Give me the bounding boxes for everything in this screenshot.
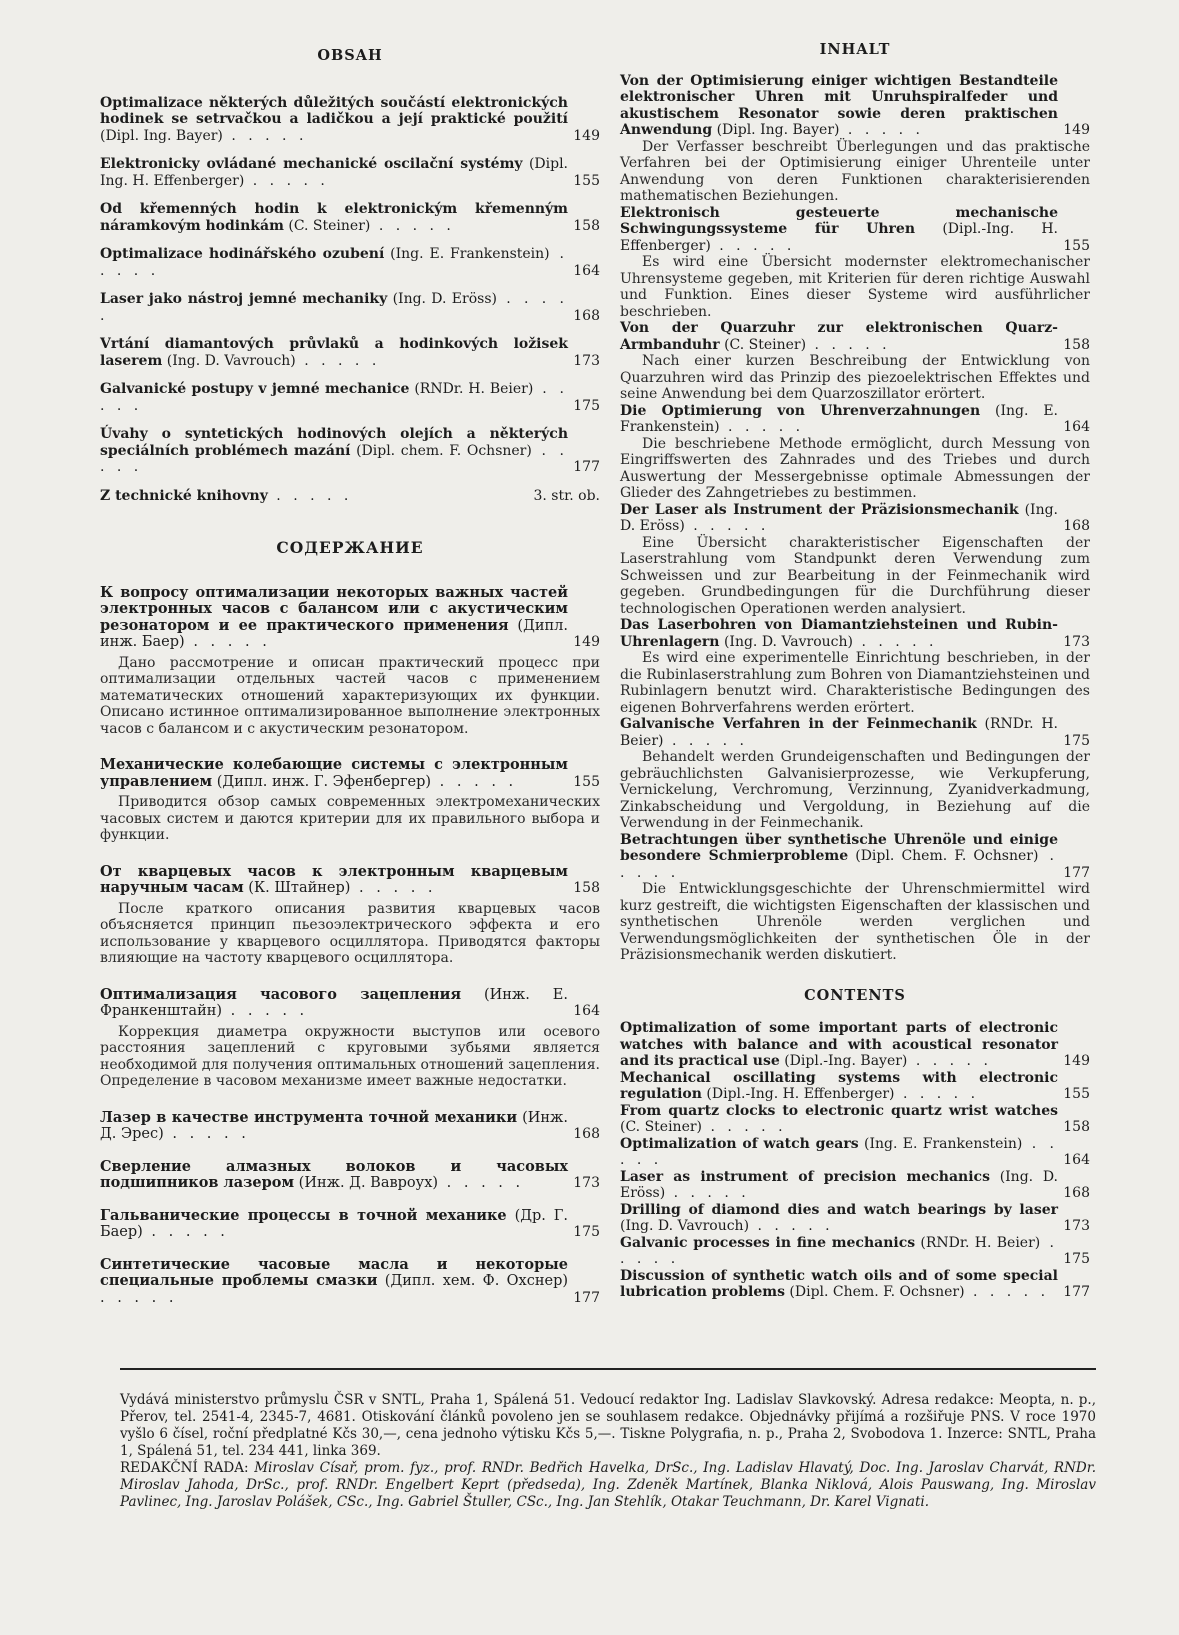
toc-entry-page: 177 — [573, 1289, 600, 1306]
toc-entry-title: Laser as instrument of precision mechanics — [620, 1168, 990, 1185]
toc-entry-line — [620, 502, 1090, 535]
leader-dots: . . . . . — [100, 1289, 178, 1306]
toc-entry-page: 175 — [1063, 1251, 1090, 1267]
toc-entry-author: (Инж. Е. Франкенштайн) — [100, 986, 568, 1019]
leader-dots: . . . . . — [964, 1284, 1050, 1300]
toc-entry-line — [100, 336, 600, 369]
toc-entry — [620, 1235, 1090, 1268]
left-column — [100, 48, 600, 1322]
toc-entry-author: (Ing. D. Eröss) — [392, 291, 497, 307]
toc-entry-author: (RNDr. H. Beier) — [920, 1234, 1041, 1251]
toc-entry-author: (К. Штайнер) — [248, 880, 351, 896]
toc-entry-line — [620, 832, 1090, 882]
toc-entry-line — [100, 585, 600, 651]
toc-entry-line — [100, 864, 600, 897]
toc-entry-title: Синтетические часовые масла и некоторые специальные проблемы смазки — [100, 1255, 568, 1289]
toc-entry — [100, 585, 600, 738]
toc-entry-title: Vrtání diamantových průvlaků a hodinkových ložisek laserem — [100, 336, 568, 369]
toc-entry-page: 173 — [573, 352, 600, 369]
toc-entry-abstract: Es wird eine Übersicht modernster elektromechanischer Uhrensysteme gegeben, mit Kriterien für deren richtige Auswahl und Funktion. Eines dieser Systeme wird ausführlicher beschrieben. — [620, 254, 1090, 320]
toc-entry-title: Z technické knihovny — [100, 487, 268, 504]
toc-entry-line — [620, 205, 1090, 255]
czech-heading: OBSAH — [317, 47, 383, 64]
toc-entry — [100, 1257, 600, 1307]
toc-entry-author: (Дипл. хем. Ф. Охснер) — [384, 1273, 569, 1289]
toc-entry-author: (Ing. D. Eröss) — [620, 1168, 1059, 1201]
leader-dots: . . . . . — [431, 773, 518, 790]
leader-dots: . . . . . — [710, 237, 796, 254]
toc-entry-title: Лазер в качестве инструмента точной механики — [100, 1108, 518, 1126]
toc-entry-line — [620, 617, 1090, 650]
toc-entry-title: Von der Quarzuhr zur elektronischen Quarz-Armbanduhr — [620, 320, 1058, 353]
toc-entry-author: (Dipl.-Ing. H. Effenberger) — [706, 1086, 895, 1102]
toc-entry-title: Úvahy o syntetických hodinových olejích a některých speciálních problémech mazání — [100, 426, 568, 459]
leader-dots: . . . . . — [163, 1126, 250, 1142]
toc-entry — [620, 832, 1090, 964]
toc-entry-line — [620, 716, 1090, 749]
toc-entry-line — [100, 757, 600, 790]
toc-entry-page: 173 — [1063, 633, 1090, 650]
editorial-board: Miroslav Císař, prom. fyz., prof. RNDr. Bedřich Havelka, DrSc., Ing. Ladislav Hlavatý, Doc. Ing. Jaroslav Charvát, RNDr. Miroslav Jahoda, DrSc., prof. RNDr. Engelbert Keprt (předseda), Ing. Zdeněk Martínek, Blanka Niklová, Alois Pauswang, Ing. Miroslav Pavlinec, Ing. Jaroslav Polášek, CSc., Ing. Gabriel Štuller, CSc., Ing. Jan Stehlík, Otakar Teuchmann, Dr. Karel Vignati. — [120, 1460, 1096, 1510]
toc-entry-title: Гальванические процессы в точной механике — [100, 1206, 507, 1224]
toc-entry — [620, 320, 1090, 403]
toc-entry-page: 164 — [1063, 419, 1090, 435]
toc-entry — [100, 156, 600, 189]
toc-entry-page: 173 — [573, 1175, 600, 1191]
toc-entry-title: Механические колебающие системы с электронным управлением — [100, 756, 568, 790]
toc-entry-abstract: Eine Übersicht charakteristischer Eigenschaften der Laserstrahlung vom Standpunkt deren Verwendung zum Schweissen und zur Bearbeitung in der Feinmechanik wird gegeben. Grundbedingungen für die Durchführung dieser technologischen Operationen werden analysiert. — [620, 534, 1090, 617]
toc-entry-abstract: Es wird eine experimentelle Einrichtung beschrieben, in der die Rubinlaserstrahlung zum Bohren von Diamantziehsteinen und Rubinlagern benutzt wird. Charakteristische Bedingungen des eigenen Bohrverfahrens werden erörtert. — [620, 650, 1090, 716]
toc-entry-author: (Dipl. Ing. H. Effenberger) — [100, 156, 569, 189]
toc-entry-line — [100, 201, 600, 234]
right-column — [620, 42, 1090, 1301]
toc-entry-line — [620, 1202, 1090, 1235]
leader-dots: . . . . . — [702, 1119, 787, 1135]
imprint — [120, 1392, 1096, 1511]
toc-entry-author: (Dipl.-Ing. Bayer) — [784, 1053, 908, 1069]
toc-entry-page: 164 — [573, 1003, 600, 1019]
toc-entry-line — [100, 987, 600, 1020]
toc-entry — [100, 95, 600, 145]
english-heading: CONTENTS — [804, 986, 906, 1004]
toc-entry-author: (RNDr. H. Beier) — [414, 381, 534, 397]
toc-entry-title: Drilling of diamond dies and watch bearings by laser — [620, 1201, 1058, 1218]
toc-entry-author: (Dipl. chem. F. Ochsner) — [356, 442, 532, 459]
leader-dots: . . . . . — [907, 1053, 992, 1069]
russian-heading: СОДЕРЖАНИЕ — [276, 538, 424, 557]
toc-entry — [620, 73, 1090, 205]
toc-entry — [100, 201, 600, 234]
toc-entry-line — [100, 246, 600, 279]
toc-entry-line — [620, 1169, 1090, 1202]
toc-entry-line — [100, 156, 600, 189]
german-toc — [620, 73, 1090, 964]
toc-entry-abstract: Коррекция диаметра окружности выступов или осевого расстояния зацеплений с круговыми зубьями является необходимой для получения оптимальных отношений зацепления. Определение в часовом механизме имеет важные недостатки. — [100, 1023, 600, 1089]
leader-dots: . . . . . — [620, 848, 1059, 881]
toc-entry-author: (Ing. D. Eröss) — [620, 501, 1058, 534]
toc-entry — [100, 426, 600, 476]
leader-dots: . . . . . — [244, 172, 329, 189]
toc-entry-author: (Dipl.-Ing. H. Effenberger) — [620, 221, 1058, 254]
toc-entry-title: Das Laserbohren von Diamantziehsteinen und Rubin-Uhrenlagern — [620, 617, 1058, 650]
toc-entry-title: Mechanical oscillating systems with electronic regulation — [620, 1069, 1058, 1102]
toc-entry — [620, 1202, 1090, 1235]
toc-entry-page: 164 — [1063, 1152, 1090, 1168]
leader-dots: . . . . . — [665, 1185, 750, 1201]
imprint-publisher: Vydává ministerstvo průmyslu ČSR v SNTL, Praha 1, Spálená 51. Vedoucí redaktor Ing. Ladislav Slavkovský. Adresa redakce: Meopta, n. p., Přerov, tel. 2541-4, 2345-7, 4681. Otiskování článků povoleno jen se souhlasem redakce. Objednávky přijímá a rozšiřuje PNS. V roce 1970 vyšlo 6 čísel, roční předplatné Kčs 30,—, cena jednoho výtisku Kčs 5,—. Tiskne Polygrafia, n. p., Praha 2, Svobodova 1. Inzerce: SNTL, Praha 1, Spálená 51, tel. 234 441, linka 369. — [120, 1392, 1096, 1459]
toc-entry-title: Сверление алмазных волоков и часовых подшипников лазером — [100, 1157, 568, 1191]
toc-entry-page: 177 — [1063, 864, 1090, 881]
toc-entry-line — [620, 403, 1090, 436]
toc-entry-title: Optimalizace hodinářského ozubení — [100, 246, 385, 262]
leader-dots: . . . . . — [853, 633, 938, 650]
leader-dots: . . . . . — [222, 1003, 309, 1019]
toc-entry-title: Od křemenných hodin k elektronickým křemenným náramkovým hodinkám — [100, 201, 568, 234]
toc-entry-line — [620, 1070, 1090, 1103]
toc-entry-line — [100, 488, 600, 505]
toc-entry — [100, 1159, 600, 1192]
toc-entry-title: Von der Optimisierung einiger wichtigen Bestandteile elektronischer Uhren mit Unruhspiralfeder und akustischem Resonator sowie deren praktischen Anwendung — [620, 72, 1058, 138]
leader-dots: . . . . . — [719, 419, 805, 435]
toc-entry-page: 149 — [1063, 1053, 1090, 1069]
toc-entry-page: 173 — [1063, 1218, 1090, 1234]
toc-entry — [620, 403, 1090, 502]
toc-entry — [100, 381, 600, 414]
editorial-board-label: REDAKČNÍ RADA: — [120, 1460, 249, 1476]
toc-entry — [620, 1268, 1090, 1301]
toc-entry-author: (Дипл. инж. Баер) — [100, 617, 569, 650]
toc-entry-author: (Dipl. Ing. Bayer) — [716, 122, 840, 138]
toc-entry-title: From quartz clocks to electronic quartz wrist watches — [620, 1102, 1058, 1119]
leader-dots: . . . . . — [100, 442, 568, 475]
toc-entry-page: 158 — [573, 217, 600, 234]
toc-entry-abstract: Приводится обзор самых современных электромеханических часовых систем и даются критерии для их правильного выбора и функции. — [100, 794, 600, 843]
toc-entry — [100, 1208, 600, 1241]
toc-entry-page: 168 — [1063, 1185, 1090, 1201]
toc-entry-title: От кварцевых часов к электронным кварцевым наручным часам — [100, 862, 568, 896]
toc-entry — [620, 716, 1090, 832]
toc-entry-title: Galvanické postupy v jemné mechanice — [100, 381, 410, 397]
toc-entry-page: 168 — [1063, 518, 1090, 534]
toc-entry-author: (C. Steiner) — [724, 336, 807, 353]
toc-entry-page: 164 — [573, 262, 600, 279]
toc-entry-page: 149 — [1063, 122, 1090, 138]
toc-entry-line — [620, 1268, 1090, 1301]
leader-dots: . . . . . — [806, 336, 891, 353]
toc-entry — [100, 336, 600, 369]
divider-rule — [120, 1368, 1096, 1370]
toc-entry — [620, 1070, 1090, 1103]
toc-entry — [100, 987, 600, 1090]
toc-entry-abstract: Nach einer kurzen Beschreibung der Entwicklung von Quarzuhren wird das Prinzip des piezoelektrischen Effektes und seine Anwendung bei dem Quarzoszillator erörtert. — [620, 353, 1090, 402]
russian-toc — [100, 585, 600, 1307]
toc-entry-page: 168 — [573, 1126, 600, 1142]
toc-entry-line — [620, 73, 1090, 139]
toc-entry-line — [100, 95, 600, 145]
toc-entry-page: 158 — [573, 880, 600, 896]
toc-entry-abstract: Der Verfasser beschreibt Überlegungen und das praktische Verfahren bei der Optimisierung einiger Uhrenteile unter Anwendung von deren Funktionen charakterisierenden mathematischen Beziehungen. — [620, 138, 1090, 204]
toc-entry-page: 177 — [1063, 1284, 1090, 1300]
leader-dots: . . . . . — [222, 127, 308, 144]
toc-entry-abstract: Дано рассмотрение и описан практический процесс при оптимализации отдельных частей часов с применением математических отношений характеризующих их функции. Описано истинное оптимализированное выполнение электронных часов с балансом и с акустическим резонатором. — [100, 654, 600, 737]
leader-dots: . . . . . — [100, 381, 568, 414]
toc-entry — [620, 1020, 1090, 1070]
toc-entry-page: 155 — [1063, 1086, 1090, 1102]
leader-dots: . . . . . — [438, 1175, 525, 1191]
toc-entry-author: (Dipl. Chem. F. Ochsner) — [855, 848, 1039, 864]
czech-toc — [100, 95, 600, 505]
toc-entry-page: 149 — [573, 634, 600, 650]
toc-entry-author: (Дипл. инж. Г. Эфенбергер) — [216, 773, 432, 790]
toc-entry-title: Discussion of synthetic watch oils and of some special lubrication problems — [620, 1267, 1058, 1300]
leader-dots: . . . . . — [663, 732, 749, 749]
leader-dots: . . . . . — [100, 291, 569, 324]
toc-entry-title: Elektronisch gesteuerte mechanische Schwingungssysteme für Uhren — [620, 204, 1058, 237]
toc-entry-author: (Ing. E. Frankenstein) — [620, 402, 1059, 435]
toc-entry — [620, 502, 1090, 618]
toc-entry-page: 3. str. ob. — [533, 487, 600, 504]
english-toc — [620, 1020, 1090, 1301]
toc-entry-author: (Ing. D. Vavrouch) — [166, 352, 296, 369]
leader-dots: . . . . . — [684, 518, 770, 534]
toc-entry-author: (Др. Г. Баер) — [100, 1207, 569, 1240]
toc-entry-line — [100, 1159, 600, 1192]
toc-entry-line — [100, 1110, 600, 1143]
toc-entry — [100, 757, 600, 844]
toc-entry-title: Optimalization of watch gears — [620, 1135, 859, 1152]
toc-entry-line — [100, 1257, 600, 1307]
leader-dots: . . . . . — [620, 1234, 1058, 1267]
toc-entry — [100, 291, 600, 324]
toc-entry — [620, 1136, 1090, 1169]
leader-dots: . . . . . — [350, 880, 437, 896]
leader-dots: . . . . . — [749, 1218, 834, 1234]
toc-entry-title: Die Optimierung von Uhrenverzahnungen — [620, 402, 981, 419]
toc-entry — [620, 1103, 1090, 1136]
toc-entry-author: (Инж. Д. Вавроух) — [298, 1175, 439, 1191]
leader-dots: . . . . . — [267, 487, 353, 504]
toc-entry — [100, 246, 600, 279]
toc-entry-line — [620, 1103, 1090, 1136]
toc-entry — [620, 1169, 1090, 1202]
toc-entry-author: (Dipl. Ing. Bayer) — [100, 127, 223, 144]
leader-dots: . . . . . — [100, 246, 568, 279]
toc-entry-page: 175 — [573, 397, 600, 414]
toc-entry-title: Оптимализация часового зацепления — [100, 985, 462, 1003]
toc-entry-title: Elektronicky ovládané mechanické oscilační systémy — [100, 156, 523, 172]
toc-entry — [100, 488, 600, 505]
toc-entry-author: (C. Steiner) — [620, 1119, 703, 1135]
toc-entry-author: (RNDr. H. Beier) — [620, 716, 1058, 749]
leader-dots: . . . . . — [370, 217, 455, 234]
leader-dots: . . . . . — [894, 1086, 980, 1102]
toc-entry-title: Galvanic processes in fine mechanics — [620, 1234, 916, 1251]
toc-entry — [620, 617, 1090, 716]
leader-dots: . . . . . — [184, 634, 271, 650]
toc-entry-title: Betrachtungen über synthetische Uhrenöle und einige besondere Schmierprobleme — [620, 831, 1058, 864]
toc-entry — [100, 864, 600, 967]
toc-entry-author: (Ing. E. Frankenstein) — [863, 1135, 1023, 1152]
toc-entry-line — [100, 291, 600, 324]
toc-entry-line — [620, 320, 1090, 353]
toc-entry-page: 175 — [1063, 732, 1090, 749]
toc-entry-author: (C. Steiner) — [288, 217, 371, 234]
toc-entry-page: 158 — [1063, 336, 1090, 353]
toc-entry — [100, 1110, 600, 1143]
toc-entry-page: 168 — [573, 307, 600, 324]
toc-entry-page: 177 — [573, 459, 600, 475]
toc-entry-title: Laser jako nástroj jemné mechaniky — [100, 291, 388, 307]
toc-entry-line — [620, 1136, 1090, 1169]
toc-entry-abstract: Behandelt werden Grundeigenschaften und Bedingungen der gebräuchlichsten Galvanisierprozesse, wie Verkupferung, Vernickelung, Verchromung, Verzinnung, Zyanidverkadmung, Zinkabscheidung und Vergoldung, in Beziehung auf die Verwendung in der Feinmechanik. — [620, 749, 1090, 831]
toc-entry-page: 175 — [573, 1224, 600, 1240]
toc-entry-author: (Dipl. Chem. F. Ochsner) — [789, 1284, 965, 1300]
leader-dots: . . . . . — [295, 352, 381, 369]
toc-entry-title: Optimalizace některých důležitých součástí elektronických hodinek se setrvačkou a ladičkou a její praktické použití — [100, 94, 568, 127]
toc-entry-title: Der Laser als Instrument der Präzisionsmechanik — [620, 501, 1019, 518]
toc-entry-page: 155 — [573, 172, 600, 189]
toc-entry-line — [620, 1020, 1090, 1070]
toc-entry-page: 155 — [573, 773, 600, 790]
toc-entry-author: (Ing. D. Vavrouch) — [620, 1218, 750, 1234]
toc-entry-title: Galvanische Verfahren in der Feinmechanik — [620, 716, 977, 732]
leader-dots: . . . . . — [620, 1135, 1058, 1168]
toc-entry-author: (Ing. D. Vavrouch) — [723, 633, 853, 650]
german-heading: INHALT — [819, 41, 891, 58]
toc-entry-author: (Инж. Д. Эрес) — [100, 1109, 568, 1142]
toc-entry — [620, 205, 1090, 321]
toc-entry-page: 158 — [1063, 1119, 1090, 1135]
toc-entry-line — [100, 1208, 600, 1241]
leader-dots: . . . . . — [142, 1224, 229, 1240]
toc-entry-author: (Ing. E. Frankenstein) — [390, 246, 550, 262]
toc-entry-abstract: Die Entwicklungsgeschichte der Uhrenschmiermittel wird kurz gestreift, die wichtigsten Eigenschaften der klassischen und synthetischen Uhrenöle werden verglichen und Verwendungsmöglichkeiten der synthetischen Öle in der Präzisionsmechanik werden diskutiert. — [620, 881, 1090, 963]
leader-dots: . . . . . — [839, 122, 924, 138]
toc-entry-title: К вопросу оптимализации некоторых важных частей электронных часов с балансом или с акустическим резонатором и ее практического применения — [100, 583, 568, 634]
toc-entry-page: 155 — [1063, 237, 1090, 254]
toc-entry-abstract: После краткого описания развития кварцевых часов объясняется принцип пьезоэлектрического эффекта и его использование у кварцевого осциллятора. Приводятся факторы влияющие на частоту кварцевого осциллятора. — [100, 900, 600, 966]
toc-entry-line — [100, 381, 600, 414]
toc-entry-line — [620, 1235, 1090, 1268]
toc-entry-line — [100, 426, 600, 476]
toc-entry-page: 149 — [573, 127, 600, 144]
toc-entry-abstract: Die beschriebene Methode ermöglicht, durch Messung von Eingriffswerten des Zahnrades und des Triebes und durch Auswertung der Messergebnisse optimale Abmessungen der Glieder des Zahngetriebes zu bestimmen. — [620, 435, 1090, 501]
toc-entry-title: Optimalization of some important parts of electronic watches with balance and with acoustical resonator and its practical use — [620, 1020, 1058, 1069]
